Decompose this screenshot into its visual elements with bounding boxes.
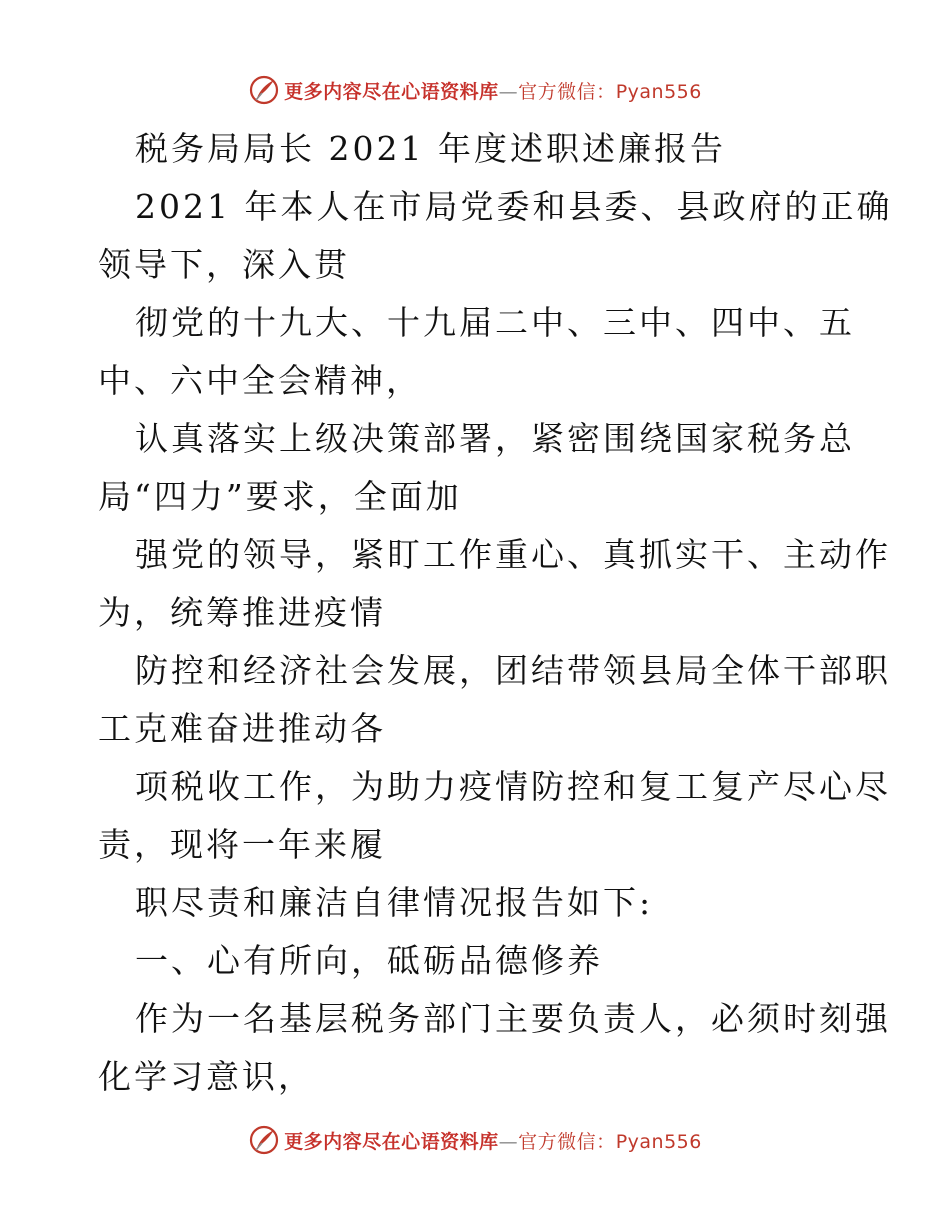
paragraph: [0, 178, 950, 294]
paragraph: [0, 990, 950, 1106]
watermark-wechat-label: 官方微信：: [518, 1130, 616, 1153]
section-heading: [0, 932, 950, 990]
paragraph-line: 局“四力”要求，全面加: [98, 477, 462, 516]
paragraph: [0, 294, 950, 410]
watermark-separator: —: [498, 1130, 519, 1153]
paragraph-line: 领导下，深入贯: [98, 245, 350, 284]
paragraph-line: 防控和经济社会发展，团结带领县局全体干部职: [135, 651, 891, 690]
document-body: [0, 120, 950, 1106]
footer-watermark: [0, 1120, 950, 1160]
paragraph: [0, 526, 950, 642]
paragraph: [0, 642, 950, 758]
paragraph-line: 作为一名基层税务部门主要负责人，必须时刻强: [135, 999, 891, 1038]
paragraph: [0, 410, 950, 526]
paragraph-line: 强党的领导，紧盯工作重心、真抓实干、主动作: [135, 535, 891, 574]
watermark-wechat-label: 官方微信：: [518, 80, 616, 103]
watermark-text: [284, 1127, 702, 1154]
paragraph: [0, 874, 950, 932]
paragraph: [0, 758, 950, 874]
paragraph-line: 认真落实上级决策部署，紧密围绕国家税务总: [135, 419, 855, 458]
paragraph-line: 税务局局长 2021 年度述职述廉报告: [135, 129, 726, 168]
watermark-wechat-id: Pyan556: [615, 1130, 702, 1153]
watermark-brand: 更多内容尽在心语资料库: [284, 80, 499, 103]
paragraph-line: 责，现将一年来履: [98, 825, 386, 864]
watermark-wechat-id: Pyan556: [615, 80, 702, 103]
paragraph-line: 项税收工作，为助力疫情防控和复工复产尽心尽: [135, 767, 891, 806]
paragraph-line: 2021 年本人在市局党委和县委、县政府的正确: [135, 187, 893, 226]
document-title: [0, 120, 950, 178]
paragraph-line: 一、心有所向，砥砺品德修养: [135, 941, 603, 980]
watermark-brand: 更多内容尽在心语资料库: [284, 1130, 499, 1153]
feather-logo-icon: [248, 1124, 280, 1156]
paragraph-line: 中、六中全会精神，: [98, 361, 422, 400]
watermark-separator: —: [498, 80, 519, 103]
feather-logo-icon: [248, 74, 280, 106]
paragraph-line: 为，统筹推进疫情: [98, 593, 386, 632]
paragraph-line: 工克难奋进推动各: [98, 709, 386, 748]
header-watermark: [0, 70, 950, 110]
watermark-text: [284, 77, 702, 104]
paragraph-line: 彻党的十九大、十九届二中、三中、四中、五: [135, 303, 855, 342]
paragraph-line: 职尽责和廉洁自律情况报告如下:: [135, 883, 654, 922]
paragraph-line: 化学习意识，: [98, 1057, 314, 1096]
